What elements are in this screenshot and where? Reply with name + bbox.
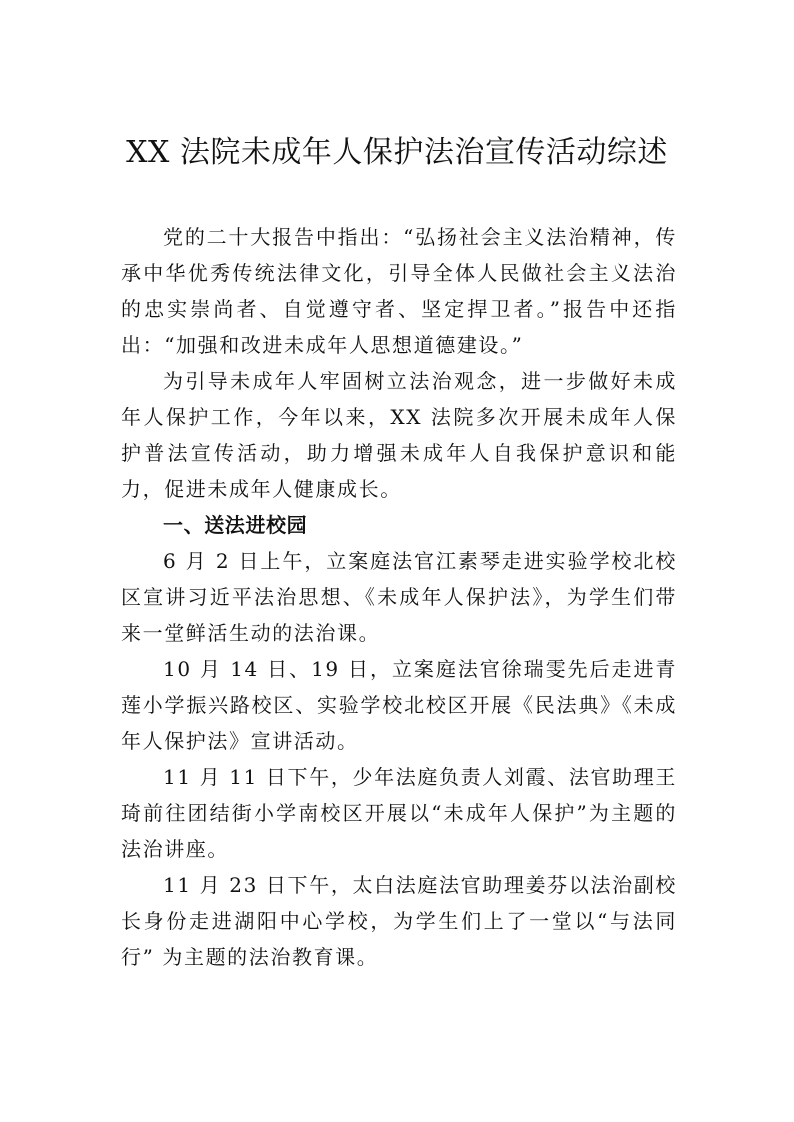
intro-paragraph-2: 为引导未成年人牢固树立法治观念，进一步做好未成年人保护工作，今年以来，XX 法院多次开展未成年人保护普法宣传活动，助力增强未成年人自我保护意识和能力，促进未成年人健康成长。	[121, 369, 677, 501]
section-heading-1: 一、送法进校园	[163, 513, 308, 537]
document-body	[121, 219, 677, 975]
section1-paragraph-2: 10 月 14 日、19 日，立案庭法官徐瑞雯先后走进青莲小学振兴路校区、实验学校北校区开展《民法典》《未成年人保护法》宣讲活动。	[121, 657, 677, 753]
document-title: XX 法院未成年人保护法治宣传活动综述	[126, 135, 668, 170]
section1-paragraph-4: 11 月 23 日下午，太白法庭法官助理姜芬以法治副校长身份走进湖阳中心学校，为学生们上了一堂以“与法同行” 为主题的法治教育课。	[121, 873, 677, 969]
section1-paragraph-3: 11 月 11 日下午，少年法庭负责人刘霞、法官助理王琦前往团结街小学南校区开展以“未成年人保护”为主题的法治讲座。	[121, 765, 677, 861]
section1-paragraph-1: 6 月 2 日上午，立案庭法官江素琴走进实验学校北校区宣讲习近平法治思想、《未成年人保护法》，为学生们带来一堂鲜活生动的法治课。	[121, 549, 677, 645]
intro-paragraph-1: 党的二十大报告中指出：“弘扬社会主义法治精神，传承中华优秀传统法律文化，引导全体人民做社会主义法治的忠实崇尚者、自觉遵守者、坚定捍卫者。”报告中还指出：“加强和改进未成年人思想道德建设。”	[121, 225, 677, 357]
